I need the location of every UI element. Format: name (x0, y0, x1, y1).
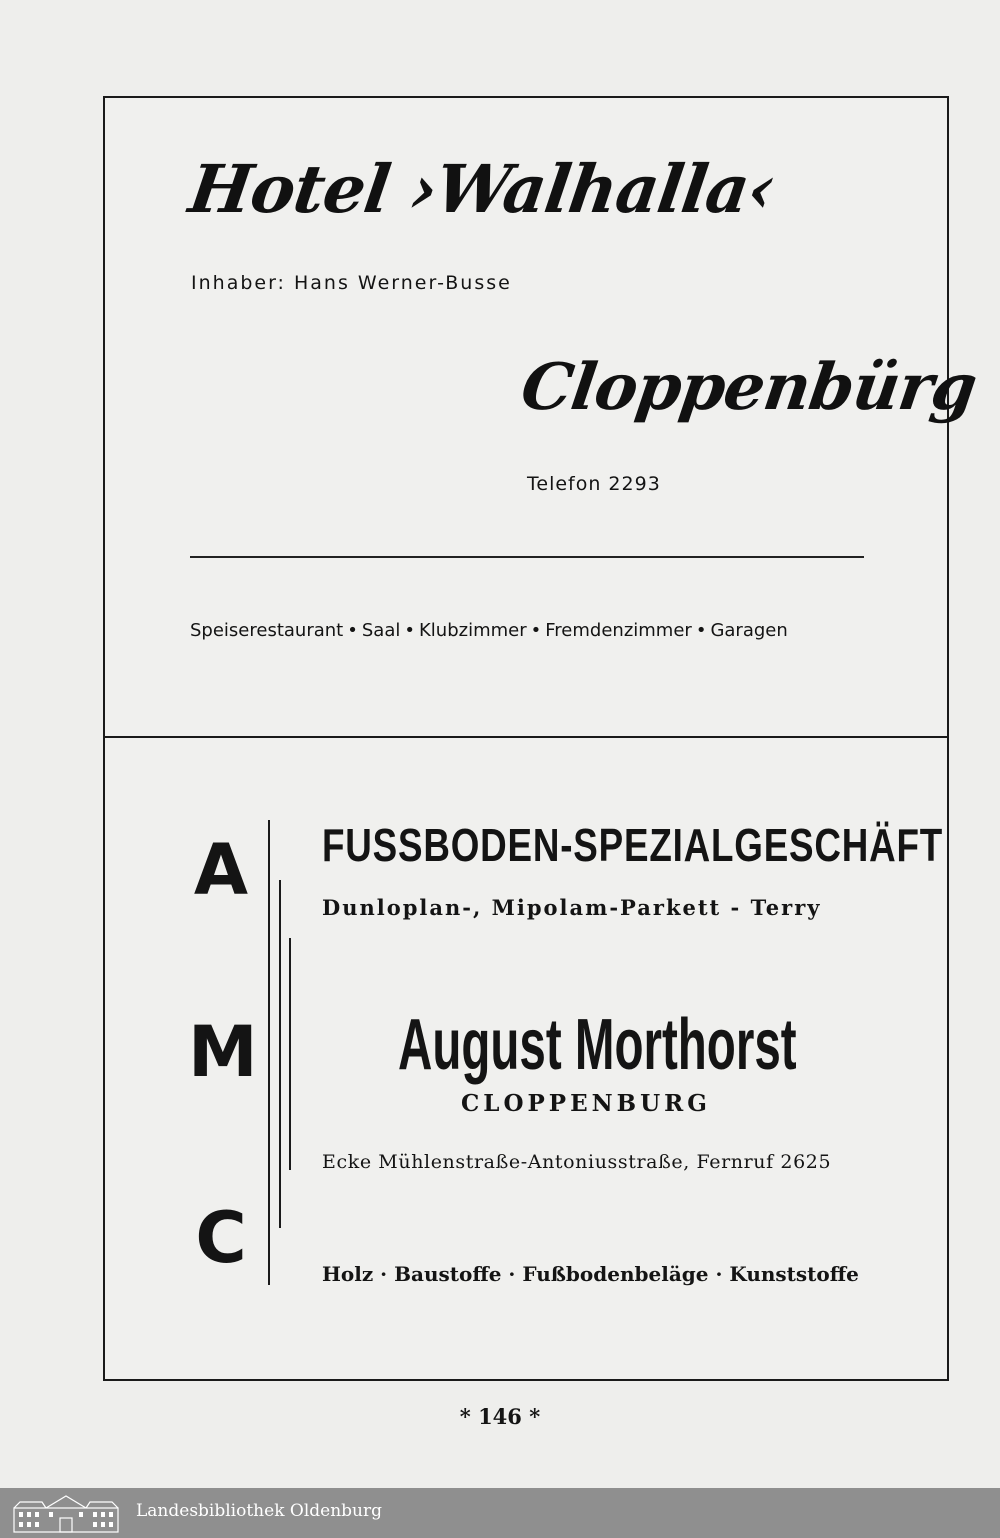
hotel-services (190, 620, 864, 641)
logo-letter-m: M (188, 1011, 258, 1093)
hotel-rule (190, 556, 864, 558)
company-city: CLOPPENBURG (461, 1090, 711, 1117)
hotel-owner: Inhaber: Hans Werner-Busse (191, 272, 512, 294)
service-item: Speiserestaurant (190, 620, 344, 641)
company-address: Ecke Mühlenstraße-Antoniusstraße, Fernruf 2625 (322, 1151, 832, 1173)
separator-dot: • (404, 620, 415, 641)
page-number: * 146 * (459, 1404, 541, 1429)
library-name: Landesbibliothek Oldenburg (136, 1501, 383, 1521)
logo-letter-a: A (193, 829, 249, 911)
service-item: Saal (361, 620, 401, 641)
separator-dot: • (695, 620, 707, 641)
hotel-city: Cloppenbürg (516, 350, 981, 425)
company-name: August Morthorst (398, 1005, 797, 1085)
library-building-icon (6, 1492, 126, 1534)
separator-dot: • (347, 620, 358, 641)
service-item: Klubzimmer (418, 620, 527, 641)
logo-rule (279, 880, 281, 1228)
logo-rule (289, 938, 291, 1170)
hotel-title: Hotel ›Walhalla‹ (184, 150, 780, 228)
separator-dot: • (530, 620, 542, 641)
hotel-phone: Telefon 2293 (527, 473, 661, 495)
service-item: Fremdenzimmer (545, 620, 692, 641)
ad-divider (103, 736, 949, 738)
logo-rule (268, 820, 270, 1285)
logo-letter-c: C (195, 1197, 247, 1279)
shop-heading: FUSSBODEN-SPEZIALGESCHÄFT (322, 819, 944, 871)
goods-list: Holz · Baustoffe · Fußbodenbeläge · Kunststoffe (322, 1262, 859, 1286)
service-item: Garagen (710, 620, 788, 641)
product-list: Dunloplan-, Mipolam-Parkett - Terry (322, 895, 822, 920)
